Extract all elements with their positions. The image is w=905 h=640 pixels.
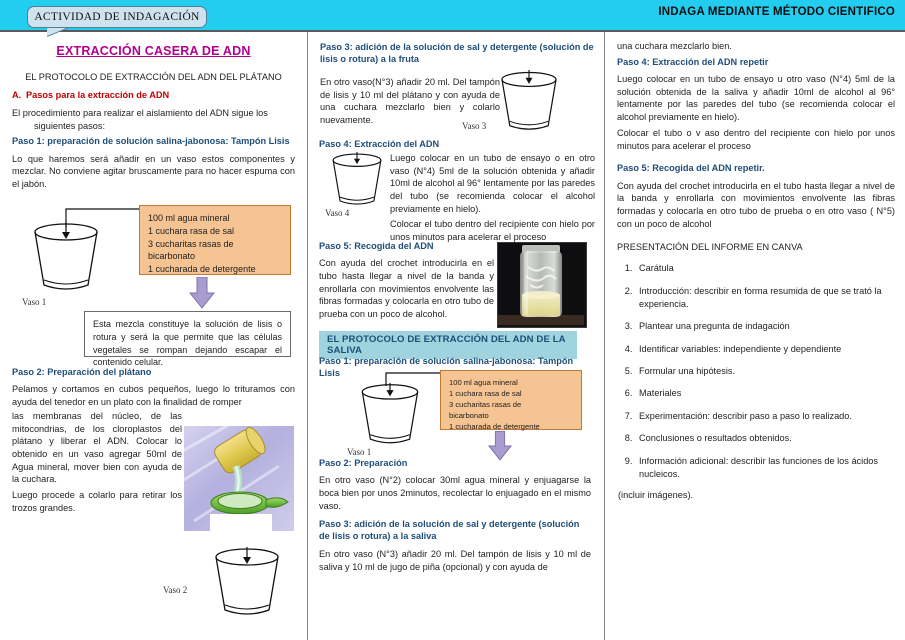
- c2-saliva-step1-title: Paso 1: preparación de solución salina-jabonosa: Tampón Lisis: [319, 356, 574, 379]
- c2-step4-text: [390, 152, 595, 247]
- vaso4-label: Vaso 4: [325, 208, 350, 218]
- beaker-vaso2-drawing: [208, 547, 286, 621]
- mix-note-text: Esta mezcla constituye la solución de lisis o rotura y será la que permite que las células vegetales se rompan dejando escapar el contenido celular.: [93, 319, 282, 368]
- c3-step4-body: Luego colocar en un tubo de ensayo u otro vaso (N°4) 5ml de la solución obtenida de la saliva y añadir 10ml de alcohol al 96° lentamente por las paredes del tubo (se recomienda colocar el alcohol previamente en hielo).: [617, 74, 895, 123]
- c2-saliva-step3-title: Paso 3: adición de la solución de sal y detergente (solución de lisis o rotura) a la saliva: [319, 519, 580, 542]
- section-a-title: Pasos para la extracción de ADN: [26, 90, 170, 100]
- connector-line-col1: [62, 206, 142, 228]
- recipe-line: 3 cucharitas rasas de: [148, 238, 234, 249]
- intro-paragraph: [12, 107, 295, 132]
- intro-line2: siguientes pasos:: [34, 120, 105, 131]
- saliva-protocol-banner: EL PROTOCOLO DE EXTRACCIÓN DEL ADN DE LA SALIVA: [319, 331, 577, 359]
- section-a-heading: [12, 90, 295, 100]
- step2-body-wrap: [12, 410, 182, 522]
- c3-step4-body2: Colocar el tubo o v aso dentro del recipiente con hielo por unos minutos para acelerar el proceso: [617, 127, 895, 151]
- c2-saliva-step2-body: En otro vaso (N°2) colocar 30ml agua mineral y enjuagarse la boca bien por unos 2minutos, recolectar lo enjuagado en el mismo vaso.: [319, 475, 591, 511]
- vaso1-label-col2: Vaso 1: [347, 447, 372, 457]
- recipe-box-col2: [440, 370, 582, 430]
- recipe-line: 100 ml agua mineral: [449, 378, 518, 387]
- activity-tab-label: ACTIVIDAD DE INDAGACIÓN: [34, 11, 200, 23]
- recipe-line: 100 ml agua mineral: [148, 213, 230, 223]
- c2-saliva-step2-title: Paso 2: Preparación: [319, 458, 408, 468]
- canva-list: [617, 262, 895, 481]
- page-title: EXTRACCIÓN CASERA DE ADN: [56, 44, 251, 58]
- section-a-letter: A.: [12, 90, 22, 100]
- c2-step4-body2: Colocar el tubo dentro del recipiente con hielo por unos minutos para acelerar el proceso: [390, 219, 595, 243]
- list-item: 6. Materiales: [635, 387, 895, 400]
- c2-saliva-step3: [319, 518, 591, 580]
- c2-step4-body: Luego colocar en un tubo de ensayo o en otro vaso (N°4) 5ml de la solución obtenida y añadir 10ml de alcohol al 96° lentamente por las paredes del tubo (se recomienda colocar el alcohol previamente en hielo).: [390, 153, 595, 214]
- list-item: 2. Introducción: describir en forma resumida de que se trató la experiencia.: [635, 285, 895, 312]
- list-item: 8. Conclusiones o resultados obtenidos.: [635, 432, 895, 445]
- c3-cont-line: una cuchara mezclarlo bien.: [617, 41, 732, 51]
- vaso2-label: Vaso 2: [163, 585, 188, 595]
- vaso1-label-col1: Vaso 1: [22, 297, 47, 307]
- mix-note-box: [84, 311, 291, 368]
- header-right-title: INDAGA MEDIANTE MÉTODO CIENTIFICO: [658, 6, 895, 18]
- step2-body-a: Pelamos y cortamos en cubos pequeños, luego lo trituramos con ayuda del tenedor en un plato con la finalidad de romper: [12, 384, 295, 408]
- beaker-vaso1-drawing-col2: [355, 383, 425, 449]
- recipe-line: 1 cucharada de detergente: [148, 264, 256, 275]
- list-item: 9. Información adicional: describir las funciones de los ácidos nucleicos.: [635, 455, 895, 482]
- down-arrow-icon-col1: [189, 277, 215, 311]
- vaso3-label: Vaso 3: [462, 121, 487, 131]
- c2-step3-title: Paso 3: adición de la solución de sal y detergente (solución de lisis o rotura) a la fruta: [320, 42, 594, 65]
- c2-step5-body: Con ayuda del crochet introducirla en el tubo hasta llegar a nivel de la banda y enrollarla con movimientos envolvente las fibras formadas y colocarla en otro tubo de prueba con un poco de alcohol.: [319, 258, 494, 320]
- list-item: 1. Carátula: [635, 262, 895, 275]
- canva-heading: PRESENTACIÓN DEL INFORME EN CANVA: [617, 242, 803, 253]
- list-item: 7. Experimentación: describir paso a paso lo realizado.: [635, 410, 895, 423]
- c2-saliva-step3-body: En otro vaso (N°3) añadir 20 ml. Del tampón de lisis y 10 ml de saliva y 10 ml de jugo de piña (opcional) y con ayuda de: [319, 548, 591, 572]
- c2-step3-body: En otro vaso(N°3) añadir 20 ml. Del tampón de lisis y 10 ml del plátano y con ayuda de una cuchara mezclarlo bien y colarlo nuevamente.: [320, 76, 500, 125]
- list-item: 5. Formular una hipótesis.: [635, 365, 895, 378]
- banana-blender-image: [184, 426, 294, 531]
- list-item: 4. Identificar variables: independiente y dependiente: [635, 343, 895, 356]
- recipe-line: 3 cucharitas rasas de: [449, 400, 522, 409]
- dna-jar-photo: [497, 242, 587, 328]
- c3-step4-title: Paso 4: Extracción del ADN repetir: [617, 56, 769, 67]
- activity-tab: [27, 6, 207, 28]
- intro-line1: El procedimiento para realizar el aislamiento del ADN sigue los: [12, 108, 268, 118]
- beaker-vaso3-drawing: [495, 70, 563, 136]
- recipe-line: 1 cuchara rasa de sal: [148, 225, 235, 236]
- step1-title: Paso 1: preparación de solución salina-jabonosa: Tampón Lisis: [12, 136, 290, 147]
- recipe-line: bicarbonato: [148, 251, 196, 262]
- connector-line-col2: [383, 370, 443, 386]
- recipe-line: 1 cuchara rasa de sal: [449, 389, 522, 398]
- c3-step5-title: Paso 5: Recogida del ADN repetir.: [617, 163, 765, 174]
- c2-step5-title: Paso 5: Recogida del ADN: [319, 241, 434, 251]
- list-item: 3. Plantear una pregunta de indagación: [635, 320, 895, 333]
- c2-step4-title: Paso 4: Extracción del ADN: [319, 139, 440, 149]
- recipe-line: bicarbonato: [449, 411, 489, 420]
- protocol-subtitle: EL PROTOCOLO DE EXTRACCIÓN DEL ADN DEL PLÁTANO: [25, 72, 282, 82]
- c2-saliva-step2: [319, 457, 591, 519]
- c2-step5-block: [319, 240, 494, 328]
- step2-body-c: Luego procede a colarlo para retirar los trozos grandes.: [12, 490, 182, 513]
- column-right: [604, 32, 905, 640]
- beaker-vaso1-drawing: [27, 222, 105, 296]
- recipe-line: 1 cucharada de detergente: [449, 422, 540, 431]
- step2-body-b: las membranas del núcleo, de las mitocondrias, de los cloroplastos del plátano y liberar el ADN. Colocar lo obtenido en un vaso agregar 50ml de Agua mineral, mover bien con ayuda de la cuchara.: [12, 411, 182, 485]
- beaker-vaso4-drawing: [327, 152, 387, 210]
- step1-body: Lo que haremos será añadir en un vaso estos componentes y mezclar. No conviene agitar bruscamente para no hacer espuma con el jabón.: [12, 153, 295, 190]
- step2-title: Paso 2: Preparación del plátano: [12, 367, 152, 377]
- c3-step5-body: Con ayuda del crochet introducirla en el tubo hasta llegar a nivel de la banda y enrollarla con movimientos envolvente las fibras formadas y colocarla en otro tubo de prueba o en otro vaso ( N°5) con un poco de alcohol: [617, 180, 895, 229]
- step2-block: [12, 366, 295, 412]
- canva-footer: (incluir imágenes).: [618, 490, 694, 501]
- recipe-box-col1: [139, 205, 291, 275]
